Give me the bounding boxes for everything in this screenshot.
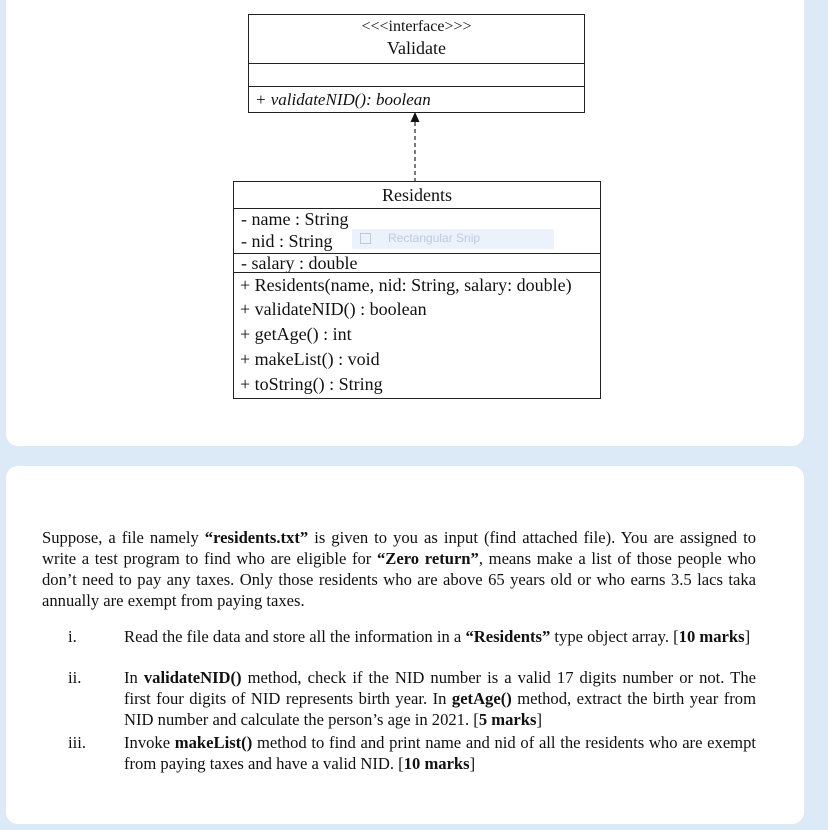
item-text: Invoke bbox=[124, 733, 175, 752]
method-tostring: + toString() : String bbox=[240, 374, 383, 394]
list-number: ii. bbox=[68, 668, 82, 687]
item-marks: 10 marks bbox=[403, 754, 470, 773]
item-bold: validateNID() bbox=[143, 668, 242, 687]
question-text-2: is given to you as input (find attached file). You are assigned to write a test program to find who are eligible for bbox=[42, 528, 756, 568]
interface-attributes-section bbox=[249, 64, 584, 87]
item-text: Read the file data and store all the information in a bbox=[124, 627, 466, 646]
item-marks: 5 marks bbox=[478, 710, 537, 729]
interface-name: Validate bbox=[387, 38, 446, 58]
class-box bbox=[233, 181, 601, 399]
question-text-3: , means make a list of those people who don’t need to pay any taxes. Only those residents who are above 65 years old or who earns 3.5 lacs taka annually are exempt from paying taxes. bbox=[42, 549, 756, 610]
method-getage: + getAge() : int bbox=[240, 324, 352, 344]
item-text: type object array. [ bbox=[550, 627, 679, 646]
item-marks: 10 marks bbox=[678, 627, 745, 646]
snip-tooltip-label: Rectangular Snip bbox=[388, 231, 481, 245]
question-paragraph bbox=[42, 527, 756, 611]
list-number: i. bbox=[68, 627, 77, 646]
attribute-nid: - nid : String bbox=[241, 231, 333, 251]
question-filename: “residents.txt” bbox=[204, 528, 309, 547]
item-text: ] bbox=[536, 710, 542, 729]
item-text: ] bbox=[469, 754, 476, 773]
method-constructor: + Residents(name, nid: String, salary: double) bbox=[240, 275, 572, 295]
realization-arrow bbox=[400, 112, 430, 184]
interface-box bbox=[248, 14, 585, 113]
question-zero-return: “Zero return” bbox=[377, 549, 479, 568]
item-bold: makeList() bbox=[174, 733, 253, 752]
item-text: method, check if the NID number is a valid 17 digits number or not. The first four digits of NID represents birth year. In bbox=[124, 668, 756, 708]
interface-stereotype: <<<interface>>> bbox=[361, 18, 472, 35]
item-bold: “Residents” bbox=[465, 627, 551, 646]
item-text: method to find and print name and nid of all the residents who are exempt from paying taxes and have a valid NID. [ bbox=[124, 733, 757, 773]
class-name: Residents bbox=[234, 182, 600, 209]
list-text bbox=[124, 667, 756, 730]
question-text-1: Suppose, a file namely bbox=[42, 528, 205, 547]
attribute-salary: - salary : double bbox=[241, 253, 358, 273]
methods-divider bbox=[233, 272, 601, 273]
attribute-name: - name : String bbox=[241, 209, 349, 229]
list-text bbox=[124, 732, 756, 774]
method-validatenid: + validateNID() : boolean bbox=[240, 299, 427, 319]
item-text: method, extract the birth year from NID number and calculate the person’s age in 2021. [ bbox=[124, 689, 756, 729]
item-text: In bbox=[124, 668, 144, 687]
interface-method: + validateNID(): boolean bbox=[255, 90, 431, 109]
list-number: iii. bbox=[68, 733, 86, 752]
snip-icon bbox=[360, 233, 371, 244]
interface-header bbox=[249, 15, 584, 64]
list-text bbox=[124, 626, 756, 647]
snip-tooltip bbox=[352, 229, 554, 249]
method-makelist: + makeList() : void bbox=[240, 349, 380, 369]
item-bold: getAge() bbox=[451, 689, 512, 708]
item-text: ] bbox=[744, 627, 751, 646]
